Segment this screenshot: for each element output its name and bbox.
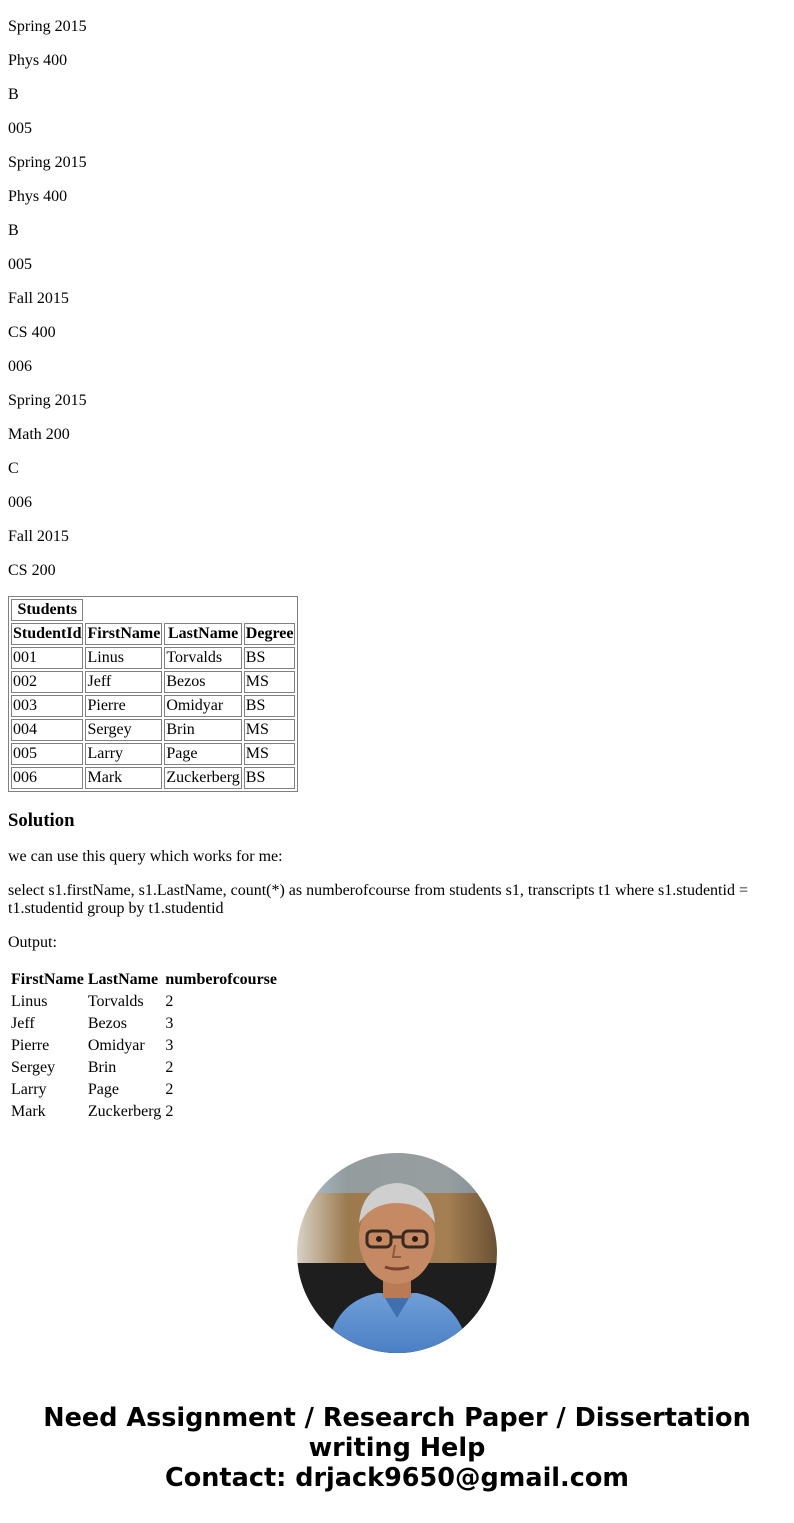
table-row [11, 671, 295, 693]
table-cell: Linus [85, 647, 162, 669]
transcript-line: Phys 400 [8, 188, 68, 205]
table-row [11, 695, 295, 717]
output-cell: Jeff [11, 1015, 35, 1032]
transcript-line: C [8, 460, 19, 477]
transcript-line: CS 400 [8, 324, 56, 341]
col-header-firstname: FirstName [85, 623, 162, 645]
table-cell: Sergey [85, 719, 162, 741]
output-label: Output: [8, 934, 57, 951]
output-row [10, 1102, 278, 1122]
table-cell: BS [244, 695, 296, 717]
table-cell: Pierre [85, 695, 162, 717]
transcript-line: Spring 2015 [8, 154, 87, 171]
table-cell: Bezos [164, 671, 241, 693]
output-cell: Zuckerberg [87, 1103, 162, 1120]
transcript-line: B [8, 86, 19, 103]
table-cell: 003 [11, 695, 83, 717]
transcript-line: Spring 2015 [8, 18, 87, 35]
col-header-lastname: LastName [164, 623, 241, 645]
output-cell: Sergey [11, 1059, 56, 1076]
promo-line-2: Contact: drjack9650@gmail.com [165, 1463, 629, 1493]
output-cell: Page [87, 1081, 119, 1098]
output-cell: Larry [11, 1081, 47, 1098]
output-row [10, 1014, 278, 1034]
transcript-line: Fall 2015 [8, 290, 69, 307]
table-row [11, 743, 295, 765]
solution-intro: we can use this query which works for me: [8, 848, 283, 865]
output-cell: 2 [165, 1081, 174, 1098]
table-row [11, 647, 295, 669]
transcript-line [8, 0, 786, 2]
output-row [10, 1058, 278, 1078]
col-header-degree: Degree [244, 623, 296, 645]
col-header-studentid: StudentId [11, 623, 83, 645]
table-cell: MS [244, 743, 296, 765]
solution-heading: Solution [8, 810, 75, 831]
output-cell: Omidyar [87, 1037, 145, 1054]
table-row [11, 767, 295, 789]
table-cell: BS [244, 647, 296, 669]
output-cell: Pierre [11, 1037, 50, 1054]
document-body [8, 0, 786, 1124]
table-cell: MS [244, 671, 296, 693]
transcript-lines [8, 0, 786, 580]
output-row [10, 1036, 278, 1056]
avatar-portrait [297, 1153, 497, 1353]
students-caption: Students [11, 599, 83, 621]
table-cell: 004 [11, 719, 83, 741]
table-cell: Zuckerberg [164, 767, 241, 789]
author-avatar [297, 1153, 497, 1353]
out-header-lastname: LastName [87, 971, 159, 988]
transcript-line: 006 [8, 494, 32, 511]
out-header-firstname: FirstName [11, 971, 84, 988]
promo-line-1: Need Assignment / Research Paper / Dissertation writing Help [43, 1403, 751, 1463]
output-cell: 2 [165, 993, 174, 1010]
output-cell: 2 [165, 1103, 174, 1120]
table-cell: 005 [11, 743, 83, 765]
table-cell: Torvalds [164, 647, 241, 669]
table-cell: Jeff [85, 671, 162, 693]
output-row [10, 992, 278, 1012]
students-table-body [11, 647, 295, 789]
transcript-line: 006 [8, 358, 32, 375]
transcript-line: CS 200 [8, 562, 56, 579]
output-table [8, 968, 280, 1124]
table-cell: Page [164, 743, 241, 765]
table-cell: 006 [11, 767, 83, 789]
output-table-body [10, 992, 278, 1122]
transcript-line: 005 [8, 256, 32, 273]
table-cell: Mark [85, 767, 162, 789]
transcript-line: Spring 2015 [8, 392, 87, 409]
students-header-row [11, 623, 295, 645]
table-row [11, 719, 295, 741]
table-cell: 001 [11, 647, 83, 669]
table-cell: Brin [164, 719, 241, 741]
output-cell: Linus [11, 993, 48, 1010]
output-cell: Torvalds [87, 993, 144, 1010]
table-cell: Larry [85, 743, 162, 765]
table-cell: Omidyar [164, 695, 241, 717]
transcript-line: 005 [8, 120, 32, 137]
output-cell: 3 [165, 1037, 174, 1054]
transcript-line: B [8, 222, 19, 239]
transcript-line: Math 200 [8, 426, 70, 443]
table-cell: BS [244, 767, 296, 789]
table-cell: 002 [11, 671, 83, 693]
transcript-line: Fall 2015 [8, 528, 69, 545]
output-row [10, 1080, 278, 1100]
output-cell: Brin [87, 1059, 117, 1076]
output-cell: 3 [165, 1015, 174, 1032]
promo-banner [0, 1403, 794, 1493]
output-cell: Mark [11, 1103, 46, 1120]
sql-query: select s1.firstName, s1.LastName, count(*) as numberofcourse from students s1, transcripts t1 where s1.studentid = t1.studentid group by t1.studentid [8, 882, 748, 917]
output-cell: Bezos [87, 1015, 127, 1032]
output-header-row [10, 970, 278, 990]
out-header-count: numberofcourse [165, 971, 278, 988]
output-cell: 2 [165, 1059, 174, 1076]
table-cell: MS [244, 719, 296, 741]
students-table [8, 596, 298, 792]
students-caption-row [11, 599, 295, 621]
transcript-line: Phys 400 [8, 52, 68, 69]
